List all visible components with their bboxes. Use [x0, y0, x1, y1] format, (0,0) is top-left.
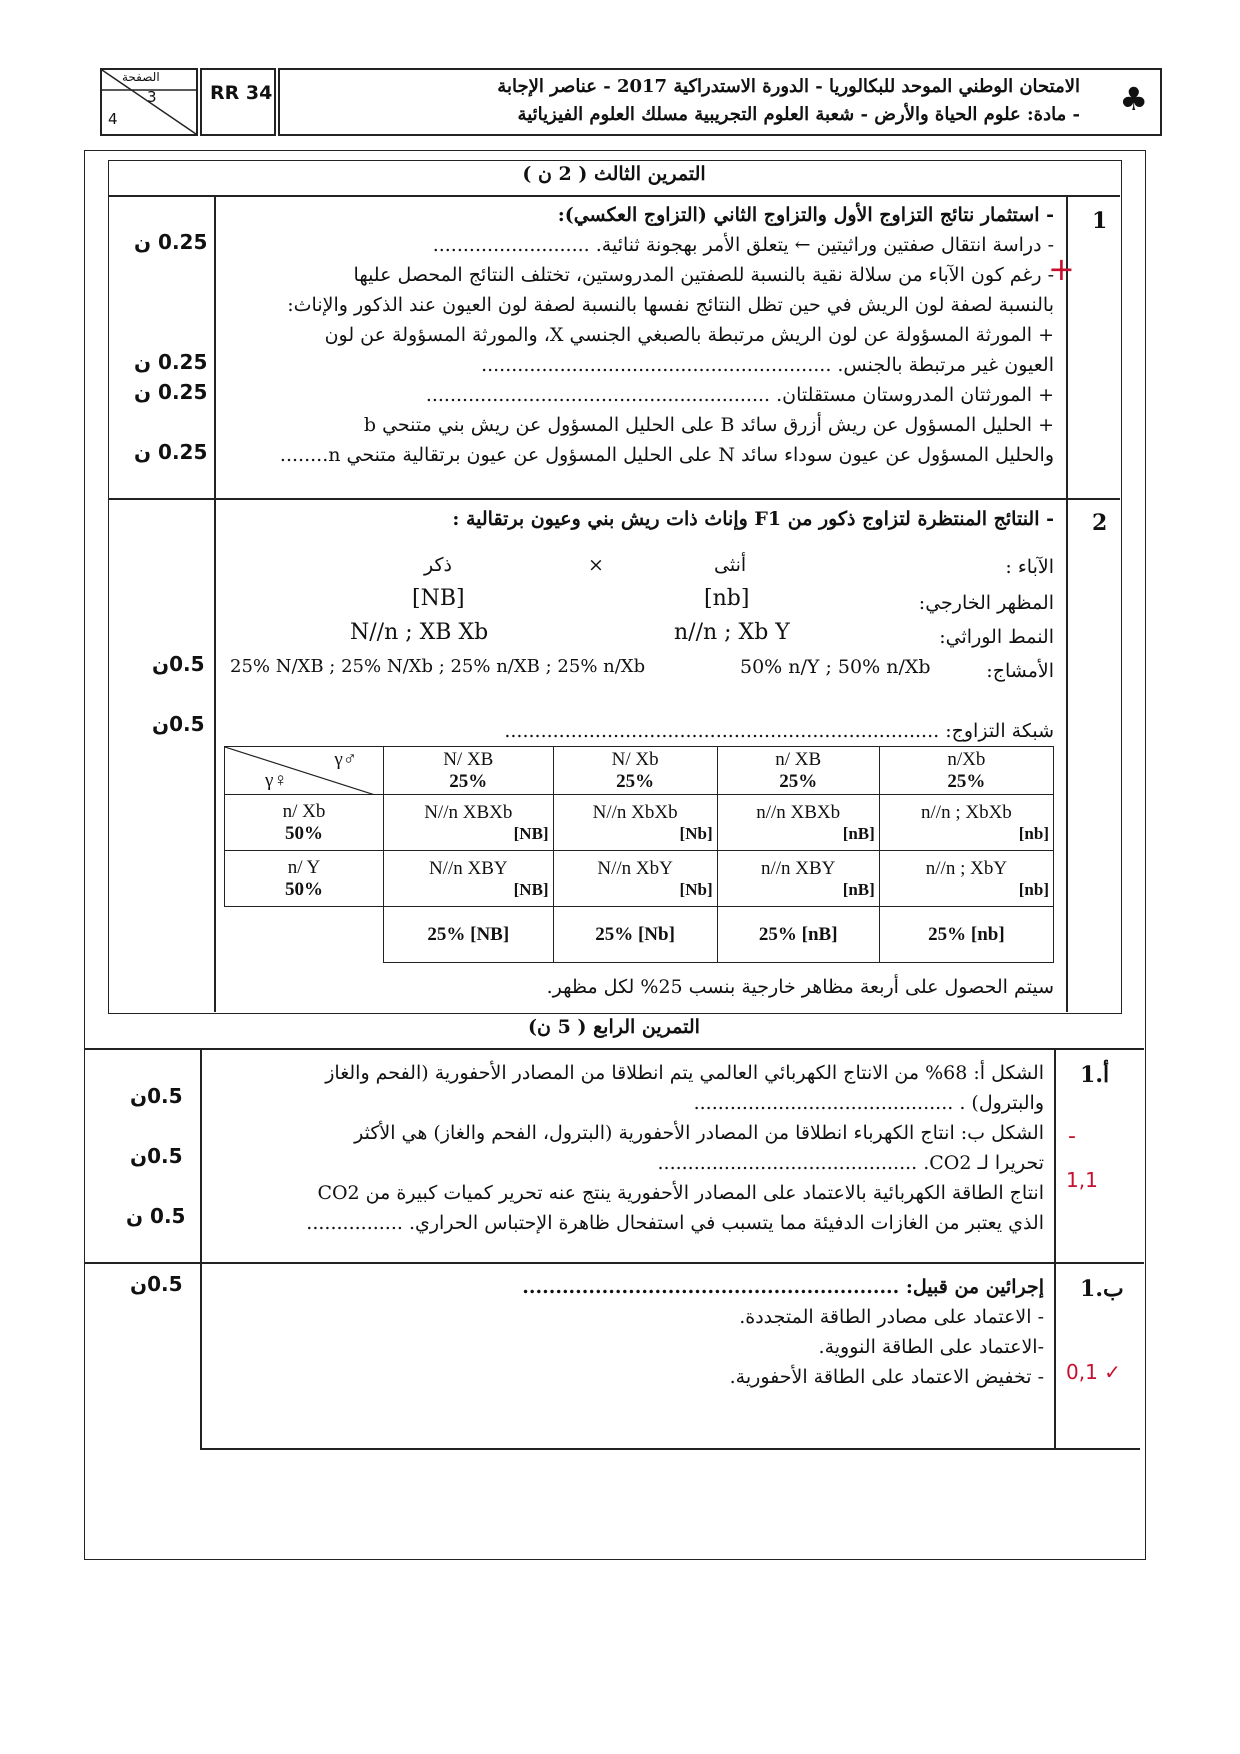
female-gametes: 50% n/Y ; 50% n/Xb	[740, 656, 931, 678]
exercise4-title: التمرين الرابع ( 5 ن)	[528, 1016, 700, 1038]
male-gamete-3	[717, 747, 879, 795]
q1-line-3: بالنسبة لصفة لون الريش في حين تظل النتائج نفسها بالنسبة لصفة لون العيون عند الذكور والإناث:	[287, 294, 1054, 316]
phenotype-label: المظهر الخارجي:	[918, 592, 1054, 614]
gamete-text: N/ XB	[443, 748, 494, 770]
exercise3-title: التمرين الثالث ( 2 ن )	[522, 163, 706, 185]
page-number-box	[100, 68, 198, 136]
grader-check-mark: 0,1 ✓	[1066, 1360, 1121, 1384]
q2-points-1: 0.5ن	[152, 652, 205, 676]
gametes-label: الأمشاج:	[986, 660, 1054, 682]
offspring-genotype: N//n XbXb	[592, 801, 678, 823]
page-total: 4	[108, 110, 118, 128]
parents-label: الآباء :	[1005, 556, 1054, 578]
q1a-points-3: 0.5 ن	[126, 1204, 186, 1228]
q1-points-2: 0.25 ن	[134, 350, 208, 374]
offspring-cell	[717, 851, 879, 907]
q2-conclusion: سيتم الحصول على أربعة مظاهر خارجية بنسب 25% لكل مظهر.	[546, 976, 1054, 998]
offspring-phenotype: [nB]	[842, 823, 875, 843]
q1-line-2: - رغم كون الآباء من سلالة نقية بالنسبة للصفتين المدروستين، تختلف النتائج المحصل عليها	[353, 264, 1054, 286]
male-gamete-2	[553, 747, 717, 795]
page-number: 3	[147, 88, 157, 106]
q1a-line-6: الذي يعتبر من الغازات الدفيئة مما يتسبب في استفحال ظاهرة الإحتباس الحراري. ................	[306, 1212, 1044, 1234]
phenotype-total: 25% [nB]	[717, 907, 879, 963]
q1a-line-2: والبترول) . ...........................................	[693, 1092, 1044, 1114]
gamete-percent: 25%	[449, 770, 488, 792]
offspring-cell	[879, 851, 1053, 907]
female-gamete-2	[225, 851, 384, 907]
gamete-percent: 50%	[285, 878, 323, 900]
empty-cell	[225, 907, 384, 963]
q1a-line-1: الشكل أ: 68% من الانتاج الكهربائي العالمي يتم انطلاقا من المصادر الأحفورية (الفحم والغاز	[325, 1062, 1044, 1084]
offspring-cell	[384, 795, 554, 851]
q2-heading: - النتائج المنتظرة لتزاوج ذكور من F1 وإناث ذات ريش بني وعيون برتقالية :	[452, 508, 1054, 530]
offspring-phenotype: [nB]	[842, 879, 875, 899]
female-genotype: n//n ; Xb Y	[674, 620, 790, 645]
offspring-genotype: n//n XBY	[760, 857, 836, 879]
gamete-percent: 25%	[947, 770, 986, 792]
gamete-text: n/Xb	[947, 748, 986, 770]
q1-line-8: والحليل المسؤول عن عيون سوداء سائد N على الحليل المسؤول عن عيون برتقالية متنحي n........	[279, 444, 1054, 466]
offspring-phenotype: [nb]	[1018, 823, 1049, 843]
grader-dash-mark: -	[1068, 1124, 1076, 1149]
q1a-line-3: الشكل ب: انتاج الكهرباء انطلاقا من المصادر الأحفورية (البترول، الفحم والغاز) هي الأكثر	[354, 1122, 1044, 1144]
q1-line-4: + المورثة المسؤولة عن لون الريش مرتبطة بالصبغي الجنسي X، والمورثة المسؤولة عن لون	[324, 324, 1054, 346]
male-phenotype: [NB]	[412, 586, 465, 611]
gamete-text: N/ Xb	[611, 748, 659, 770]
cross-sign: ×	[588, 554, 604, 576]
grader-score-mark: 1,1	[1066, 1168, 1098, 1192]
offspring-phenotype: [NB]	[513, 823, 549, 843]
phenotype-total: 25% [NB]	[384, 907, 554, 963]
q1-points-4: 0.25 ن	[134, 440, 208, 464]
title-box	[278, 68, 1162, 136]
q1b-line-1: إجرائين من قبيل: .........................................................	[522, 1276, 1044, 1298]
q1-points-1: 0.25 ن	[134, 230, 208, 254]
female-gamete-1	[225, 795, 384, 851]
q1a-number: أ.1	[1080, 1062, 1110, 1088]
offspring-genotype: n//n ; XbXb	[921, 801, 1012, 823]
q1-points-3: 0.25 ن	[134, 380, 208, 404]
genotype-label: النمط الوراثي:	[939, 626, 1054, 648]
offspring-genotype: n//n XBXb	[756, 801, 841, 823]
punnett-grid	[224, 746, 1054, 963]
offspring-phenotype: [Nb]	[679, 823, 713, 843]
phenotype-total: 25% [nb]	[879, 907, 1053, 963]
offspring-cell	[717, 795, 879, 851]
header-title-line1: الامتحان الوطني الموحد للبكالوريا - الدورة الاستدراكية 2017 - عناصر الإجابة	[497, 76, 1080, 97]
q2-points-2: 0.5ن	[152, 712, 205, 736]
code-box	[200, 68, 276, 136]
gamete-percent: 25%	[616, 770, 655, 792]
q1a-line-4: تحريرا لـ CO2. ...........................................	[657, 1152, 1044, 1174]
male-gamete-4	[879, 747, 1053, 795]
male-label: ذكر	[424, 554, 452, 576]
male-gametes: 25% N/XB ; 25% N/Xb ; 25% n/XB ; 25% n/Xb	[230, 656, 646, 677]
gamete-text: n/ Y	[287, 856, 321, 878]
offspring-phenotype: [Nb]	[679, 879, 713, 899]
q1-line-1: - دراسة انتقال صفتين وراثيتين ← يتعلق الأمر بهجونة ثنائية. ..........................	[432, 234, 1054, 256]
grid-label: شبكة التزاوج: ........................................................................	[504, 720, 1054, 742]
gamete-percent: 25%	[779, 770, 818, 792]
offspring-genotype: N//n XbY	[597, 857, 673, 879]
q1a-points-1: 0.5ن	[130, 1084, 183, 1108]
offspring-phenotype: [NB]	[513, 879, 549, 899]
gamete-text: n/ XB	[775, 748, 822, 770]
header-title-line2: - مادة: علوم الحياة والأرض - شعبة العلوم التجريبية مسلك العلوم الفيزيائية	[517, 104, 1080, 125]
offspring-genotype: N//n XBY	[428, 857, 508, 879]
corner-female-label: γ♀	[265, 770, 288, 791]
offspring-cell	[553, 795, 717, 851]
offspring-cell	[879, 795, 1053, 851]
grader-plus-mark: +	[1048, 250, 1075, 288]
offspring-cell	[384, 851, 554, 907]
q1a-points-2: 0.5ن	[130, 1144, 183, 1168]
offspring-cell	[553, 851, 717, 907]
offspring-phenotype: [nb]	[1018, 879, 1049, 899]
q1-line-7: + الحليل المسؤول عن ريش أزرق سائد B على الحليل المسؤول عن ريش بني متنحي b	[363, 414, 1054, 436]
gamete-text: n/ Xb	[282, 800, 326, 822]
q1-heading: - استثمار نتائج التزاوج الأول والتزاوج الثاني (التزاوج العكسي):	[557, 204, 1054, 226]
q1a-line-5: انتاج الطاقة الكهربائية بالاعتماد على المصادر الأحفورية ينتج عنه تحرير كميات كبيرة من CO2	[317, 1182, 1044, 1204]
q1b-points-1: 0.5ن	[130, 1272, 183, 1296]
offspring-genotype: N//n XBXb	[424, 801, 513, 823]
q1b-line-4: - تخفيض الاعتماد على الطاقة الأحفورية.	[729, 1366, 1044, 1388]
corner-male-label: γ♂	[334, 749, 357, 770]
female-phenotype: [nb]	[704, 586, 750, 611]
q1b-number: ب.1	[1080, 1276, 1124, 1302]
gamete-percent: 50%	[285, 822, 323, 844]
exam-code: RR 34	[210, 82, 273, 104]
q1b-line-3: -الاعتماد على الطاقة النووية.	[818, 1336, 1044, 1358]
q1-line-6: + المورثتان المدروستان مستقلتان. .........................................................	[425, 384, 1054, 406]
q1b-line-2: - الاعتماد على مصادر الطاقة المتجددة.	[739, 1306, 1044, 1328]
male-gamete-1	[384, 747, 554, 795]
grid-corner	[225, 747, 384, 795]
q1-number: 1	[1092, 208, 1108, 234]
q2-number: 2	[1092, 510, 1108, 536]
female-label: أنثى	[714, 554, 747, 576]
q1-line-5: العيون غير مرتبطة بالجنس. ..........................................................	[481, 354, 1054, 376]
male-genotype: N//n ; XB Xb	[350, 620, 489, 645]
offspring-genotype: n//n ; XbY	[925, 857, 1008, 879]
clover-logo-icon: ♣	[1119, 80, 1148, 118]
page-label: الصفحة	[122, 70, 160, 84]
phenotype-total: 25% [Nb]	[553, 907, 717, 963]
